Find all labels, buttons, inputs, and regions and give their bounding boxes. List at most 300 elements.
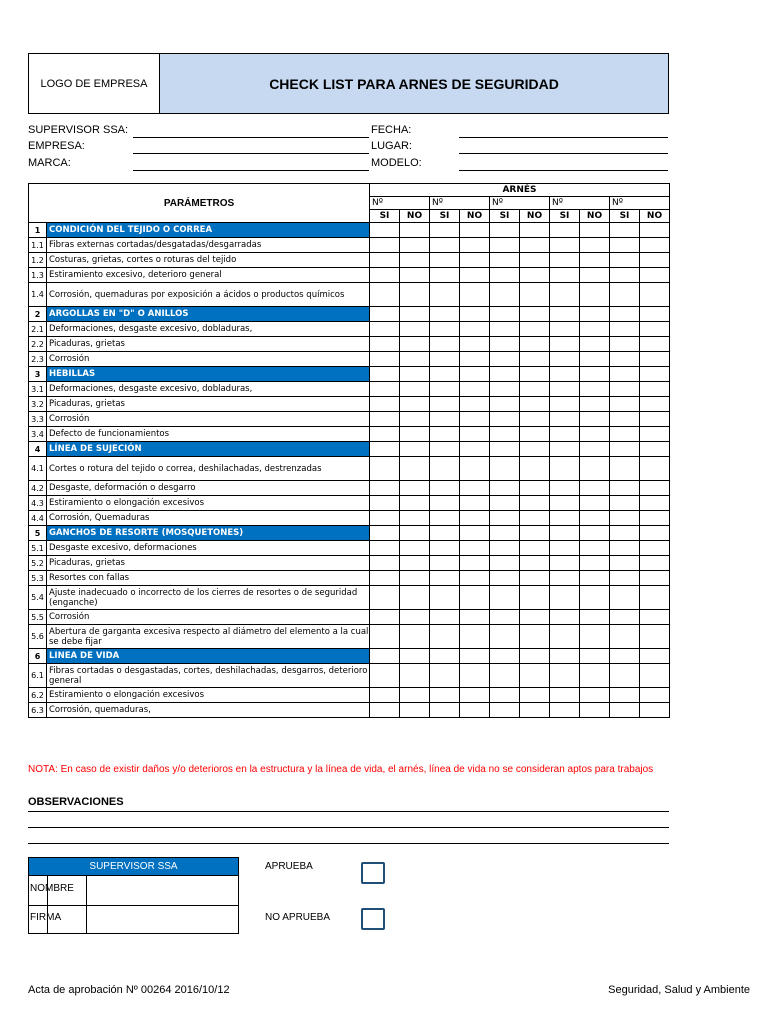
si-check-cell[interactable]	[610, 649, 640, 664]
si-check-cell[interactable]	[430, 397, 460, 412]
no-check-cell[interactable]	[520, 496, 550, 511]
si-check-cell[interactable]	[490, 223, 520, 238]
si-check-cell[interactable]	[430, 223, 460, 238]
si-check-cell[interactable]	[490, 496, 520, 511]
no-check-cell[interactable]	[400, 649, 430, 664]
no-check-cell[interactable]	[520, 412, 550, 427]
no-check-cell[interactable]	[520, 382, 550, 397]
no-check-cell[interactable]	[460, 253, 490, 268]
no-check-cell[interactable]	[400, 412, 430, 427]
si-check-cell[interactable]	[430, 283, 460, 307]
no-check-cell[interactable]	[580, 511, 610, 526]
no-check-cell[interactable]	[460, 352, 490, 367]
si-check-cell[interactable]	[370, 238, 400, 253]
no-check-cell[interactable]	[460, 307, 490, 322]
observaciones-line[interactable]	[28, 811, 669, 812]
no-check-cell[interactable]	[520, 457, 550, 481]
si-check-cell[interactable]	[610, 268, 640, 283]
si-check-cell[interactable]	[490, 307, 520, 322]
si-check-cell[interactable]	[490, 442, 520, 457]
no-check-cell[interactable]	[520, 397, 550, 412]
si-check-cell[interactable]	[490, 397, 520, 412]
no-check-cell[interactable]	[460, 397, 490, 412]
si-check-cell[interactable]	[550, 238, 580, 253]
no-check-cell[interactable]	[640, 442, 670, 457]
no-check-cell[interactable]	[400, 625, 430, 649]
si-check-cell[interactable]	[610, 238, 640, 253]
si-check-cell[interactable]	[370, 283, 400, 307]
si-check-cell[interactable]	[370, 337, 400, 352]
si-check-cell[interactable]	[490, 253, 520, 268]
no-check-cell[interactable]	[460, 337, 490, 352]
no-check-cell[interactable]	[640, 337, 670, 352]
no-check-cell[interactable]	[520, 238, 550, 253]
no-check-cell[interactable]	[580, 412, 610, 427]
no-check-cell[interactable]	[400, 382, 430, 397]
si-check-cell[interactable]	[550, 703, 580, 718]
si-check-cell[interactable]	[370, 511, 400, 526]
si-check-cell[interactable]	[550, 586, 580, 610]
no-check-cell[interactable]	[580, 649, 610, 664]
no-check-cell[interactable]	[460, 268, 490, 283]
no-check-cell[interactable]	[400, 556, 430, 571]
si-check-cell[interactable]	[550, 526, 580, 541]
si-check-cell[interactable]	[610, 511, 640, 526]
no-check-cell[interactable]	[580, 283, 610, 307]
no-check-cell[interactable]	[520, 688, 550, 703]
si-check-cell[interactable]	[430, 322, 460, 337]
no-check-cell[interactable]	[460, 427, 490, 442]
si-check-cell[interactable]	[490, 457, 520, 481]
no-check-cell[interactable]	[460, 223, 490, 238]
no-check-cell[interactable]	[580, 442, 610, 457]
no-check-cell[interactable]	[400, 703, 430, 718]
no-check-cell[interactable]	[580, 625, 610, 649]
si-check-cell[interactable]	[610, 397, 640, 412]
no-check-cell[interactable]	[640, 457, 670, 481]
si-check-cell[interactable]	[430, 457, 460, 481]
no-check-cell[interactable]	[460, 238, 490, 253]
si-check-cell[interactable]	[610, 586, 640, 610]
si-check-cell[interactable]	[550, 688, 580, 703]
no-check-cell[interactable]	[460, 412, 490, 427]
si-check-cell[interactable]	[430, 625, 460, 649]
no-check-cell[interactable]	[520, 541, 550, 556]
si-check-cell[interactable]	[550, 571, 580, 586]
si-check-cell[interactable]	[490, 427, 520, 442]
si-check-cell[interactable]	[370, 268, 400, 283]
si-check-cell[interactable]	[610, 496, 640, 511]
si-check-cell[interactable]	[430, 253, 460, 268]
no-check-cell[interactable]	[640, 412, 670, 427]
no-check-cell[interactable]	[640, 556, 670, 571]
no-check-cell[interactable]	[400, 610, 430, 625]
no-check-cell[interactable]	[460, 283, 490, 307]
no-check-cell[interactable]	[460, 688, 490, 703]
no-check-cell[interactable]	[400, 322, 430, 337]
si-check-cell[interactable]	[490, 541, 520, 556]
si-check-cell[interactable]	[610, 223, 640, 238]
no-check-cell[interactable]	[460, 481, 490, 496]
si-check-cell[interactable]	[550, 457, 580, 481]
no-check-cell[interactable]	[640, 571, 670, 586]
arnes-number-field[interactable]: Nº	[490, 197, 550, 210]
no-check-cell[interactable]	[640, 625, 670, 649]
no-check-cell[interactable]	[460, 556, 490, 571]
si-check-cell[interactable]	[490, 586, 520, 610]
no-check-cell[interactable]	[580, 571, 610, 586]
si-check-cell[interactable]	[610, 352, 640, 367]
no-check-cell[interactable]	[460, 586, 490, 610]
no-check-cell[interactable]	[580, 496, 610, 511]
no-check-cell[interactable]	[400, 427, 430, 442]
si-check-cell[interactable]	[550, 511, 580, 526]
no-check-cell[interactable]	[640, 610, 670, 625]
si-check-cell[interactable]	[430, 352, 460, 367]
si-check-cell[interactable]	[550, 337, 580, 352]
arnes-number-field[interactable]: Nº	[370, 197, 430, 210]
marca-field[interactable]	[133, 170, 369, 171]
si-check-cell[interactable]	[430, 238, 460, 253]
no-check-cell[interactable]	[400, 664, 430, 688]
si-check-cell[interactable]	[490, 268, 520, 283]
si-check-cell[interactable]	[550, 664, 580, 688]
no-check-cell[interactable]	[520, 511, 550, 526]
no-check-cell[interactable]	[400, 571, 430, 586]
empresa-field[interactable]	[133, 153, 369, 154]
no-check-cell[interactable]	[580, 526, 610, 541]
si-check-cell[interactable]	[490, 556, 520, 571]
si-check-cell[interactable]	[550, 307, 580, 322]
si-check-cell[interactable]	[610, 442, 640, 457]
no-check-cell[interactable]	[580, 664, 610, 688]
no-check-cell[interactable]	[400, 307, 430, 322]
no-check-cell[interactable]	[460, 511, 490, 526]
no-check-cell[interactable]	[520, 610, 550, 625]
no-check-cell[interactable]	[460, 322, 490, 337]
no-check-cell[interactable]	[580, 481, 610, 496]
no-check-cell[interactable]	[460, 442, 490, 457]
si-check-cell[interactable]	[550, 496, 580, 511]
si-check-cell[interactable]	[490, 610, 520, 625]
firma-field[interactable]	[87, 906, 237, 933]
observaciones-line[interactable]	[28, 827, 669, 828]
aprueba-checkbox[interactable]	[361, 862, 385, 884]
si-check-cell[interactable]	[610, 322, 640, 337]
no-check-cell[interactable]	[580, 586, 610, 610]
si-check-cell[interactable]	[610, 541, 640, 556]
si-check-cell[interactable]	[430, 610, 460, 625]
no-check-cell[interactable]	[580, 457, 610, 481]
no-check-cell[interactable]	[400, 481, 430, 496]
si-check-cell[interactable]	[370, 688, 400, 703]
no-check-cell[interactable]	[580, 337, 610, 352]
no-check-cell[interactable]	[520, 664, 550, 688]
no-check-cell[interactable]	[400, 337, 430, 352]
si-check-cell[interactable]	[370, 496, 400, 511]
no-check-cell[interactable]	[640, 397, 670, 412]
no-check-cell[interactable]	[580, 307, 610, 322]
no-check-cell[interactable]	[520, 322, 550, 337]
no-check-cell[interactable]	[640, 238, 670, 253]
no-check-cell[interactable]	[640, 703, 670, 718]
no-check-cell[interactable]	[520, 283, 550, 307]
no-check-cell[interactable]	[580, 556, 610, 571]
nombre-field[interactable]	[87, 876, 237, 904]
no-check-cell[interactable]	[580, 610, 610, 625]
si-check-cell[interactable]	[490, 367, 520, 382]
arnes-number-field[interactable]: Nº	[430, 197, 490, 210]
si-check-cell[interactable]	[490, 412, 520, 427]
si-check-cell[interactable]	[490, 481, 520, 496]
no-check-cell[interactable]	[400, 238, 430, 253]
si-check-cell[interactable]	[370, 457, 400, 481]
observaciones-line[interactable]	[28, 843, 669, 844]
no-check-cell[interactable]	[640, 649, 670, 664]
si-check-cell[interactable]	[370, 556, 400, 571]
no-check-cell[interactable]	[460, 457, 490, 481]
si-check-cell[interactable]	[490, 571, 520, 586]
no-check-cell[interactable]	[640, 367, 670, 382]
si-check-cell[interactable]	[550, 442, 580, 457]
si-check-cell[interactable]	[610, 367, 640, 382]
no-check-cell[interactable]	[640, 688, 670, 703]
no-check-cell[interactable]	[520, 526, 550, 541]
si-check-cell[interactable]	[610, 253, 640, 268]
si-check-cell[interactable]	[610, 556, 640, 571]
no-aprueba-checkbox[interactable]	[361, 908, 385, 930]
si-check-cell[interactable]	[550, 223, 580, 238]
no-check-cell[interactable]	[460, 541, 490, 556]
si-check-cell[interactable]	[430, 703, 460, 718]
si-check-cell[interactable]	[490, 526, 520, 541]
no-check-cell[interactable]	[400, 511, 430, 526]
si-check-cell[interactable]	[610, 283, 640, 307]
no-check-cell[interactable]	[520, 649, 550, 664]
si-check-cell[interactable]	[370, 649, 400, 664]
no-check-cell[interactable]	[580, 703, 610, 718]
si-check-cell[interactable]	[490, 703, 520, 718]
no-check-cell[interactable]	[520, 223, 550, 238]
si-check-cell[interactable]	[430, 412, 460, 427]
fecha-field[interactable]	[459, 137, 668, 138]
si-check-cell[interactable]	[550, 268, 580, 283]
si-check-cell[interactable]	[490, 283, 520, 307]
si-check-cell[interactable]	[490, 625, 520, 649]
si-check-cell[interactable]	[430, 367, 460, 382]
no-check-cell[interactable]	[640, 481, 670, 496]
si-check-cell[interactable]	[430, 511, 460, 526]
no-check-cell[interactable]	[640, 664, 670, 688]
si-check-cell[interactable]	[550, 412, 580, 427]
no-check-cell[interactable]	[640, 496, 670, 511]
no-check-cell[interactable]	[640, 382, 670, 397]
no-check-cell[interactable]	[520, 586, 550, 610]
si-check-cell[interactable]	[430, 382, 460, 397]
no-check-cell[interactable]	[640, 511, 670, 526]
no-check-cell[interactable]	[400, 283, 430, 307]
si-check-cell[interactable]	[370, 442, 400, 457]
si-check-cell[interactable]	[430, 307, 460, 322]
si-check-cell[interactable]	[610, 571, 640, 586]
si-check-cell[interactable]	[610, 307, 640, 322]
no-check-cell[interactable]	[400, 367, 430, 382]
si-check-cell[interactable]	[430, 442, 460, 457]
si-check-cell[interactable]	[610, 337, 640, 352]
no-check-cell[interactable]	[460, 367, 490, 382]
si-check-cell[interactable]	[550, 427, 580, 442]
si-check-cell[interactable]	[430, 571, 460, 586]
no-check-cell[interactable]	[580, 322, 610, 337]
si-check-cell[interactable]	[370, 223, 400, 238]
no-check-cell[interactable]	[580, 397, 610, 412]
si-check-cell[interactable]	[430, 586, 460, 610]
no-check-cell[interactable]	[460, 703, 490, 718]
no-check-cell[interactable]	[640, 541, 670, 556]
si-check-cell[interactable]	[370, 382, 400, 397]
si-check-cell[interactable]	[490, 511, 520, 526]
no-check-cell[interactable]	[520, 367, 550, 382]
no-check-cell[interactable]	[400, 688, 430, 703]
no-check-cell[interactable]	[640, 352, 670, 367]
si-check-cell[interactable]	[430, 688, 460, 703]
no-check-cell[interactable]	[460, 571, 490, 586]
si-check-cell[interactable]	[550, 253, 580, 268]
si-check-cell[interactable]	[430, 268, 460, 283]
no-check-cell[interactable]	[400, 223, 430, 238]
arnes-number-field[interactable]: Nº	[550, 197, 610, 210]
si-check-cell[interactable]	[430, 526, 460, 541]
si-check-cell[interactable]	[550, 283, 580, 307]
si-check-cell[interactable]	[550, 382, 580, 397]
no-check-cell[interactable]	[640, 307, 670, 322]
si-check-cell[interactable]	[610, 664, 640, 688]
si-check-cell[interactable]	[610, 610, 640, 625]
si-check-cell[interactable]	[550, 649, 580, 664]
si-check-cell[interactable]	[550, 322, 580, 337]
no-check-cell[interactable]	[580, 688, 610, 703]
no-check-cell[interactable]	[580, 223, 610, 238]
no-check-cell[interactable]	[460, 382, 490, 397]
no-check-cell[interactable]	[580, 238, 610, 253]
si-check-cell[interactable]	[490, 688, 520, 703]
no-check-cell[interactable]	[640, 223, 670, 238]
no-check-cell[interactable]	[580, 427, 610, 442]
si-check-cell[interactable]	[370, 481, 400, 496]
si-check-cell[interactable]	[550, 610, 580, 625]
si-check-cell[interactable]	[550, 625, 580, 649]
no-check-cell[interactable]	[460, 625, 490, 649]
si-check-cell[interactable]	[550, 367, 580, 382]
no-check-cell[interactable]	[520, 625, 550, 649]
no-check-cell[interactable]	[400, 352, 430, 367]
si-check-cell[interactable]	[370, 625, 400, 649]
si-check-cell[interactable]	[610, 703, 640, 718]
si-check-cell[interactable]	[430, 337, 460, 352]
no-check-cell[interactable]	[520, 442, 550, 457]
si-check-cell[interactable]	[610, 625, 640, 649]
si-check-cell[interactable]	[550, 481, 580, 496]
si-check-cell[interactable]	[370, 397, 400, 412]
si-check-cell[interactable]	[490, 322, 520, 337]
no-check-cell[interactable]	[640, 268, 670, 283]
no-check-cell[interactable]	[520, 703, 550, 718]
si-check-cell[interactable]	[370, 610, 400, 625]
no-check-cell[interactable]	[520, 571, 550, 586]
no-check-cell[interactable]	[580, 367, 610, 382]
si-check-cell[interactable]	[610, 412, 640, 427]
no-check-cell[interactable]	[580, 541, 610, 556]
si-check-cell[interactable]	[370, 427, 400, 442]
no-check-cell[interactable]	[460, 526, 490, 541]
no-check-cell[interactable]	[520, 307, 550, 322]
si-check-cell[interactable]	[430, 481, 460, 496]
arnes-number-field[interactable]: Nº	[610, 197, 670, 210]
no-check-cell[interactable]	[400, 457, 430, 481]
si-check-cell[interactable]	[370, 541, 400, 556]
no-check-cell[interactable]	[520, 253, 550, 268]
si-check-cell[interactable]	[370, 526, 400, 541]
modelo-field[interactable]	[459, 170, 668, 171]
si-check-cell[interactable]	[370, 322, 400, 337]
si-check-cell[interactable]	[550, 541, 580, 556]
si-check-cell[interactable]	[370, 412, 400, 427]
si-check-cell[interactable]	[490, 337, 520, 352]
no-check-cell[interactable]	[580, 268, 610, 283]
no-check-cell[interactable]	[580, 253, 610, 268]
si-check-cell[interactable]	[490, 649, 520, 664]
si-check-cell[interactable]	[430, 541, 460, 556]
no-check-cell[interactable]	[520, 268, 550, 283]
si-check-cell[interactable]	[430, 556, 460, 571]
no-check-cell[interactable]	[400, 586, 430, 610]
no-check-cell[interactable]	[460, 610, 490, 625]
no-check-cell[interactable]	[400, 496, 430, 511]
si-check-cell[interactable]	[490, 382, 520, 397]
si-check-cell[interactable]	[550, 397, 580, 412]
si-check-cell[interactable]	[490, 352, 520, 367]
no-check-cell[interactable]	[400, 268, 430, 283]
si-check-cell[interactable]	[490, 664, 520, 688]
si-check-cell[interactable]	[610, 382, 640, 397]
si-check-cell[interactable]	[370, 367, 400, 382]
no-check-cell[interactable]	[460, 649, 490, 664]
no-check-cell[interactable]	[580, 352, 610, 367]
no-check-cell[interactable]	[400, 442, 430, 457]
no-check-cell[interactable]	[520, 352, 550, 367]
si-check-cell[interactable]	[490, 238, 520, 253]
si-check-cell[interactable]	[430, 427, 460, 442]
si-check-cell[interactable]	[430, 649, 460, 664]
si-check-cell[interactable]	[610, 481, 640, 496]
no-check-cell[interactable]	[520, 481, 550, 496]
si-check-cell[interactable]	[610, 526, 640, 541]
si-check-cell[interactable]	[430, 496, 460, 511]
si-check-cell[interactable]	[610, 427, 640, 442]
si-check-cell[interactable]	[370, 352, 400, 367]
si-check-cell[interactable]	[550, 352, 580, 367]
si-check-cell[interactable]	[550, 556, 580, 571]
no-check-cell[interactable]	[460, 496, 490, 511]
no-check-cell[interactable]	[460, 664, 490, 688]
si-check-cell[interactable]	[370, 586, 400, 610]
no-check-cell[interactable]	[640, 586, 670, 610]
si-check-cell[interactable]	[610, 457, 640, 481]
si-check-cell[interactable]	[370, 571, 400, 586]
no-check-cell[interactable]	[580, 382, 610, 397]
no-check-cell[interactable]	[400, 526, 430, 541]
si-check-cell[interactable]	[370, 703, 400, 718]
